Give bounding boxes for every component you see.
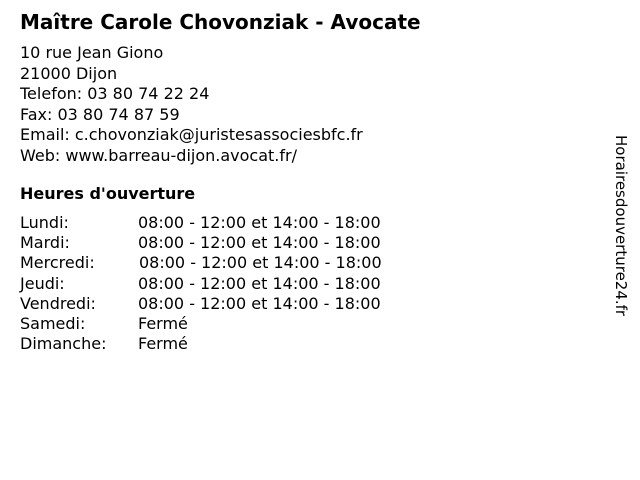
street-address: 10 rue Jean Giono: [20, 43, 164, 62]
page-title: Maître Carole Chovonziak - Avocate: [20, 10, 421, 34]
day-hours: Fermé: [138, 313, 188, 333]
day-hours: 08:00 - 12:00 et 14:00 - 18:00: [139, 253, 382, 273]
site-watermark: Horairesdouverture24.fr: [612, 135, 630, 317]
contact-block: [20, 43, 363, 166]
email-address: Email: c.chovonziak@juristesassociesbfc.fr: [20, 125, 363, 144]
day-hours: Fermé: [138, 334, 188, 354]
day-label: Samedi:: [20, 313, 86, 333]
day-hours: 08:00 - 12:00 et 14:00 - 18:00: [138, 213, 381, 232]
phone-number: Telefon: 03 80 74 22 24: [20, 84, 210, 103]
day-hours: 08:00 - 12:00 et 14:00 - 18:00: [138, 233, 381, 253]
day-label: Mercredi:: [20, 253, 95, 273]
website-address: Web: www.barreau-dijon.avocat.fr/: [20, 145, 297, 165]
day-hours: 08:00 - 12:00 et 14:00 - 18:00: [138, 273, 381, 293]
opening-hours-heading: Heures d'ouverture: [20, 184, 196, 203]
day-label: Jeudi:: [20, 273, 65, 293]
day-label: Mardi:: [20, 233, 70, 253]
day-label: Lundi:: [20, 213, 69, 232]
fax-number: Fax: 03 80 74 87 59: [20, 104, 180, 124]
day-label: Vendredi:: [20, 293, 96, 313]
day-hours: 08:00 - 12:00 et 14:00 - 18:00: [138, 293, 381, 313]
city-postal: 21000 Dijon: [20, 63, 118, 83]
day-label: Dimanche:: [20, 334, 107, 354]
